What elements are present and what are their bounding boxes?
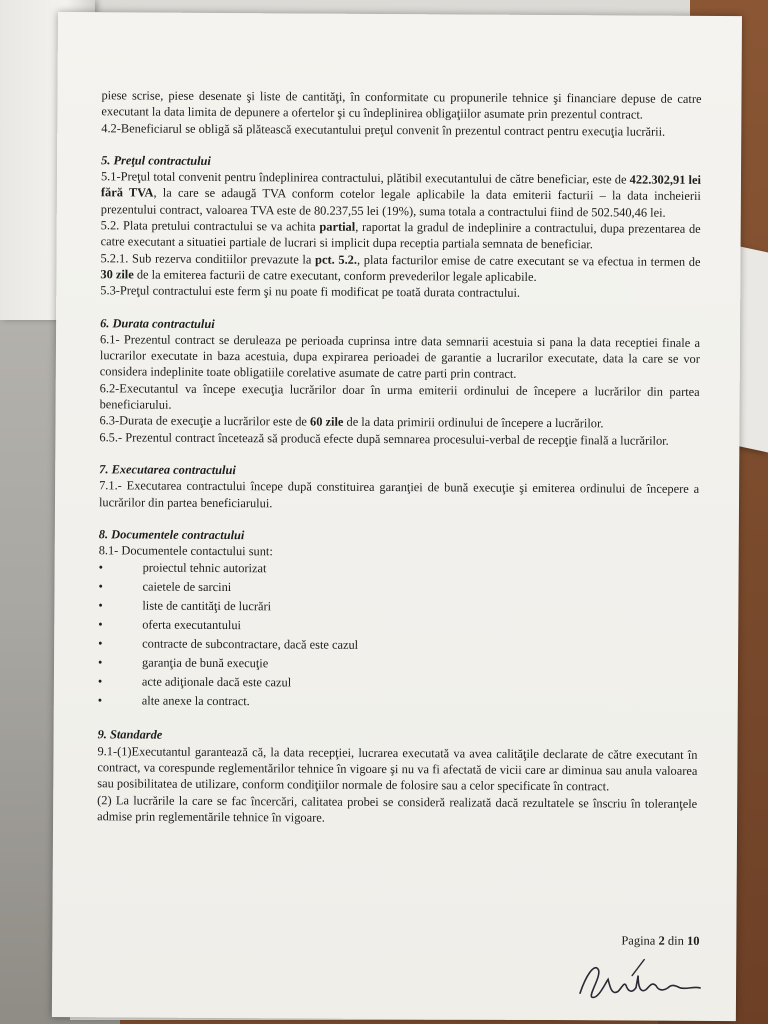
bullet-icon: • [98, 560, 103, 575]
list-item: • garanţia de bună execuţie [97, 655, 269, 671]
list-item: • liste de cantităţi de lucrări [98, 598, 272, 614]
page-number: Pagina 2 din 10 [621, 933, 700, 948]
bullet-icon: • [98, 579, 103, 594]
list-item: • caietele de sarcini [98, 578, 698, 601]
clause-4-2: 4.2-Beneficiarul se obligă să plătească executantului preţul convenit în prezentul contract pentru execuţia lucrării. [101, 120, 666, 139]
clause-9-2: (2) La lucrările la care se fac încercări, calitatea probei se consideră realizată dacă rezultatele se înscriu în toleranţele admise prin reglementările tehnice în vigoare. [97, 792, 698, 825]
bullet-icon: • [98, 598, 103, 613]
clause-6-2: 6.2-Executantul va începe execuţia lucrărilor doar în urma emiterii ordinului de începere a lucrărilor din partea beneficiarului. [99, 381, 700, 412]
clause-6-5: 6.5.- Prezentul contract încetează să producă efecte după semnarea procesului-verbal de recepţie finală a lucrărilor. [99, 429, 669, 448]
section-7-title: 7. Executarea contractului [99, 462, 236, 478]
section-6-title: 6. Durata contractului [100, 315, 215, 331]
document-page [52, 12, 742, 1021]
list-item: • alte anexe la contract. [98, 692, 698, 715]
section-9-title: 9. Standarde [97, 727, 163, 743]
intro-paragraph: piese scrise, piese desenate şi liste de cantităţi, în conformitate cu propunerile tehnice şi financiare depuse de catre executant la data limita de depunere a ofertelor şi cu îndeplinirea obligaţiilor asumate prin prezentul contract. [101, 88, 702, 122]
list-item: • contracte de subcontractare, dacă este cazul [98, 636, 359, 653]
bullet-icon: • [97, 674, 103, 689]
list-item: • oferta executantului [98, 616, 698, 639]
list-item: • acte adiţionale dacă este cazul [97, 674, 292, 690]
bullet-icon: • [98, 617, 103, 632]
clause-8-1: 8.1- Documentele contactului sunt: [98, 543, 273, 559]
bullet-icon: • [97, 655, 103, 670]
list-item: • proiectul tehnic autorizat [99, 559, 699, 582]
bullet-icon: • [97, 693, 103, 708]
bullet-icon: • [98, 636, 103, 651]
page-content [97, 87, 701, 828]
documents-list [98, 559, 699, 715]
clause-5-2: 5.2. Plata pretului contractului se va achita partial, raportat la gradul de indeplinire a contractului, dupa prezentarea de catre executant a situatiei partiale de lucrari si implicit dupa receptia partiala semnata de beneficiar. [100, 218, 701, 252]
handwritten-signature [572, 955, 722, 1006]
section-5-title: 5. Preţul contractului [101, 153, 211, 168]
section-8-title: 8. Documentele contractului [98, 527, 245, 542]
clause-5-2-1: 5.2.1. Sub rezerva conditiilor prevazute la pct. 5.2., plata facturilor emise de catre executant se va efectua in termen de 30 zile de la emiterea facturii de catre executant, conform prevederilor legale aplicabile. [100, 250, 701, 284]
clause-6-3: 6.3-Durata de execuţie a lucrărilor este de 60 zile de la data primirii ordinului de începere a lucrărilor. [99, 413, 604, 431]
clause-5-3: 5.3-Preţul contractului este ferm şi nu poate fi modificat pe toată durata contractului. [100, 283, 521, 301]
clause-9-1: 9.1-(1)Executantul garantează că, la data recepţiei, lucrarea executată va avea calităţile declarate de către executant în contract, va corespunde reglementărilor tehnice în vigoare şi nu va fi afectată de vicii care ar diminua sau anula valoarea sau posibilitatea de utilizare, conform condiţiilor normale de folosire sau a celor specificate în contract. [97, 743, 698, 794]
clause-7-1: 7.1.- Executarea contractului începe după constituirea garanţiei de bună execuţie şi emiterea ordinului de începere a lucrărilor din partea beneficiarului. [98, 478, 700, 510]
clause-5-1: 5.1-Preţul total convenit pentru îndeplinirea contractului, plătibil executantului de către beneficiar, este de 422.302,91 lei fără TVA, la care se adaugă TVA conform cotelor legale aplicabile la data emiterii facturii – la data incheierii prezentului contract, valoarea TVA este de 80.237,55 lei (19%), suma totala a contractului fiind de 502.540,46 lei. [100, 169, 702, 220]
clause-6-1: 6.1- Prezentul contract se deruleaza pe perioada cuprinsa intre data semnarii acestuia si pana la data receptiei finale a lucrarilor executate in baza acestuia, dupa expirarea perioadei de garantie a lucrarilor executate, data la care se vor considera indeplinite toate obligatiile corelative asumate de catre parti prin contract. [99, 332, 701, 382]
